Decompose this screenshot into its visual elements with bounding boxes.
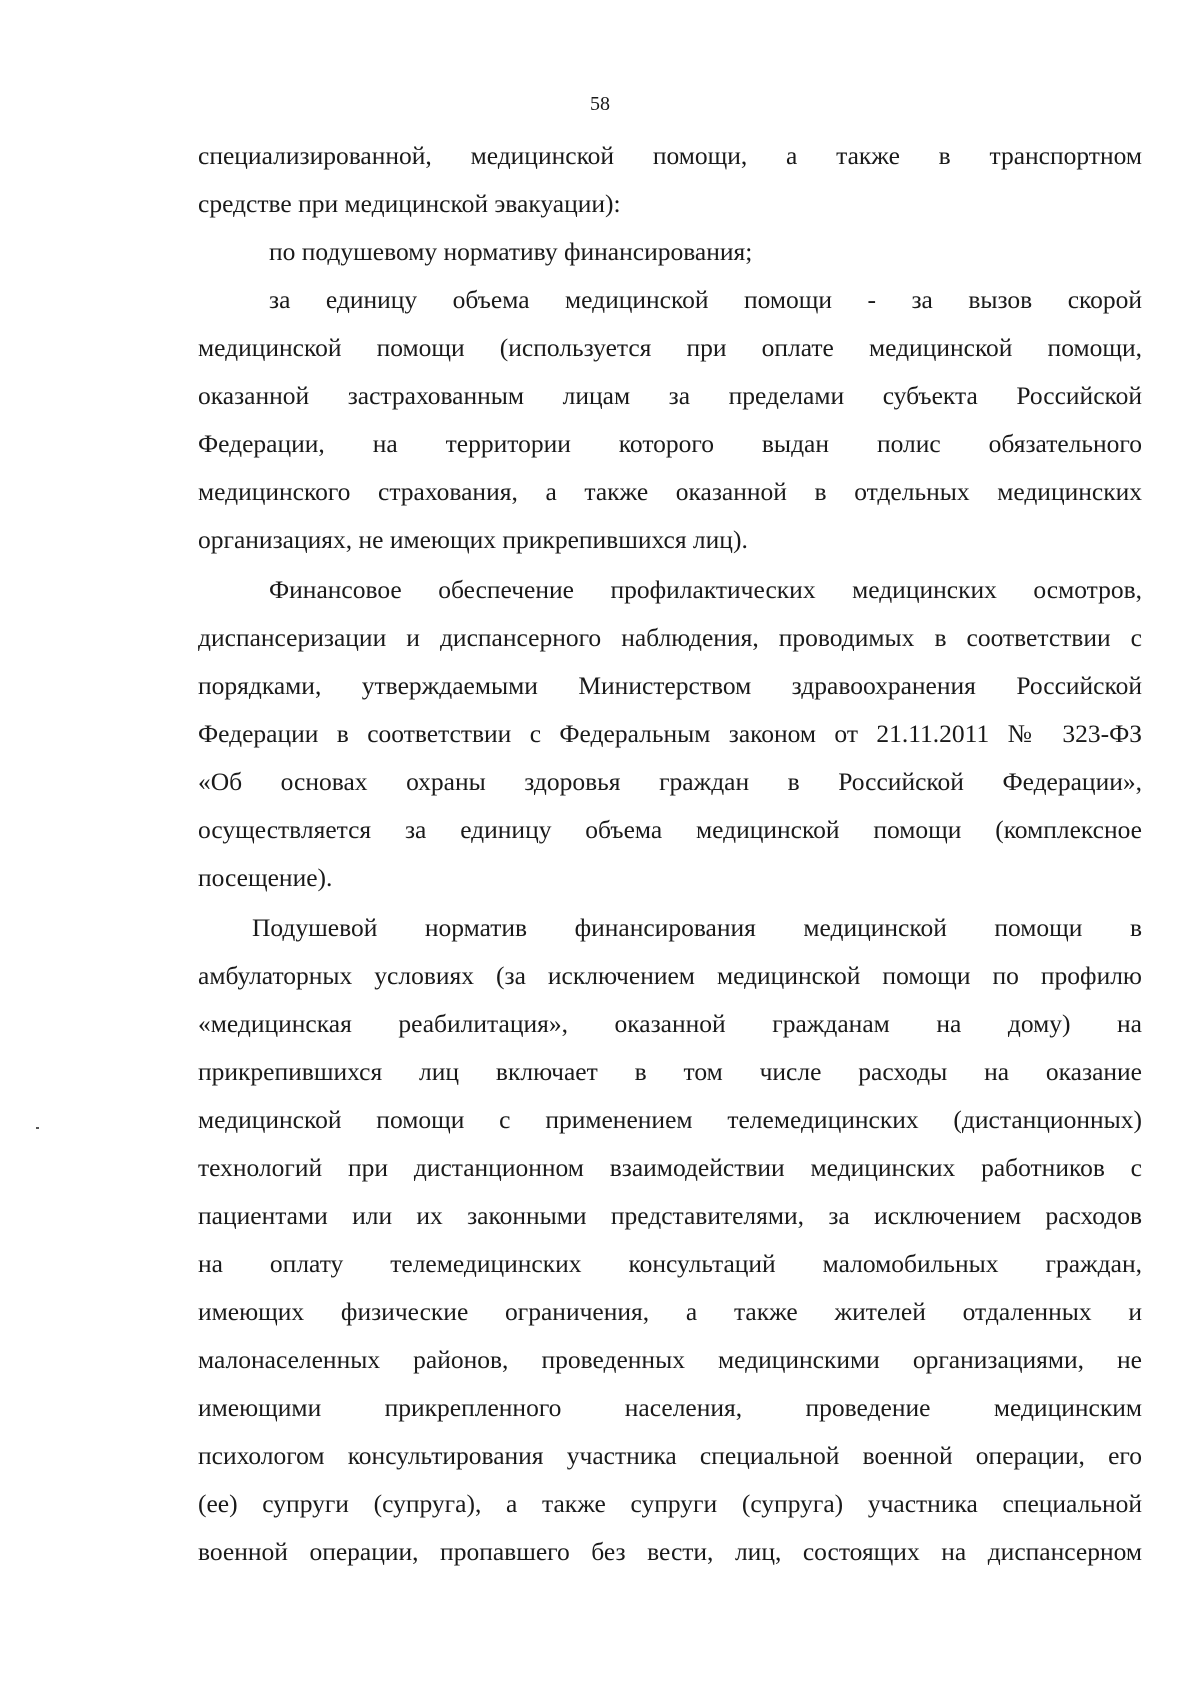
text-line: имеющими прикрепленного населения, проведение медицинским: [198, 1393, 1142, 1422]
text-line: за единицу объема медицинской помощи - за вызов скорой: [269, 285, 1142, 314]
text-line: организациях, не имеющих прикрепившихся лиц).: [198, 525, 748, 554]
text-line: Федерации, на территории которого выдан полис обязательного: [198, 429, 1142, 458]
scan-speck: [36, 1127, 39, 1129]
text-line: посещение).: [198, 863, 333, 892]
text-line: амбулаторных условиях (за исключением медицинской помощи по профилю: [198, 961, 1142, 990]
text-line: военной операции, пропавшего без вести, лиц, состоящих на диспансерном: [198, 1537, 1142, 1566]
document-body: [198, 132, 1142, 1576]
text-line: «Об основах охраны здоровья граждан в Российской Федерации»,: [198, 767, 1142, 796]
text-line: Федерации в соответствии с Федеральным законом от 21.11.2011 № 323-ФЗ: [198, 719, 1142, 748]
text-line: «медицинская реабилитация», оказанной гражданам на дому) на: [198, 1009, 1142, 1038]
text-line: Подушевой норматив финансирования медицинской помощи в: [252, 913, 1142, 942]
text-line: медицинской помощи (используется при оплате медицинской помощи,: [198, 333, 1142, 362]
text-line: медицинского страхования, а также оказанной в отдельных медицинских: [198, 477, 1142, 506]
text-line: по подушевому нормативу финансирования;: [269, 237, 753, 266]
text-line: на оплату телемедицинских консультаций маломобильных граждан,: [198, 1249, 1142, 1278]
text-line: Финансовое обеспечение профилактических медицинских осмотров,: [269, 575, 1142, 604]
text-line: осуществляется за единицу объема медицинской помощи (комплексное: [198, 815, 1142, 844]
text-line: (ее) супруги (супруга), а также супруги (супруга) участника специальной: [198, 1489, 1142, 1518]
text-line: прикрепившихся лиц включает в том числе расходы на оказание: [198, 1057, 1142, 1086]
text-line: специализированной, медицинской помощи, а также в транспортном: [198, 141, 1142, 170]
text-line: малонаселенных районов, проведенных медицинскими организациями, не: [198, 1345, 1142, 1374]
text-line: диспансеризации и диспансерного наблюдения, проводимых в соответствии с: [198, 623, 1142, 652]
page-number: 58: [590, 93, 610, 115]
text-line: пациентами или их законными представителями, за исключением расходов: [198, 1201, 1142, 1230]
text-line: медицинской помощи с применением телемедицинских (дистанционных): [198, 1105, 1142, 1134]
text-line: технологий при дистанционном взаимодействии медицинских работников с: [198, 1153, 1142, 1182]
text-line: психологом консультирования участника специальной военной операции, его: [198, 1441, 1142, 1470]
text-line: оказанной застрахованным лицам за пределами субъекта Российской: [198, 381, 1142, 410]
text-line: имеющих физические ограничения, а также жителей отдаленных и: [198, 1297, 1142, 1326]
text-line: порядками, утверждаемыми Министерством здравоохранения Российской: [198, 671, 1142, 700]
text-line: средстве при медицинской эвакуации):: [198, 189, 621, 218]
